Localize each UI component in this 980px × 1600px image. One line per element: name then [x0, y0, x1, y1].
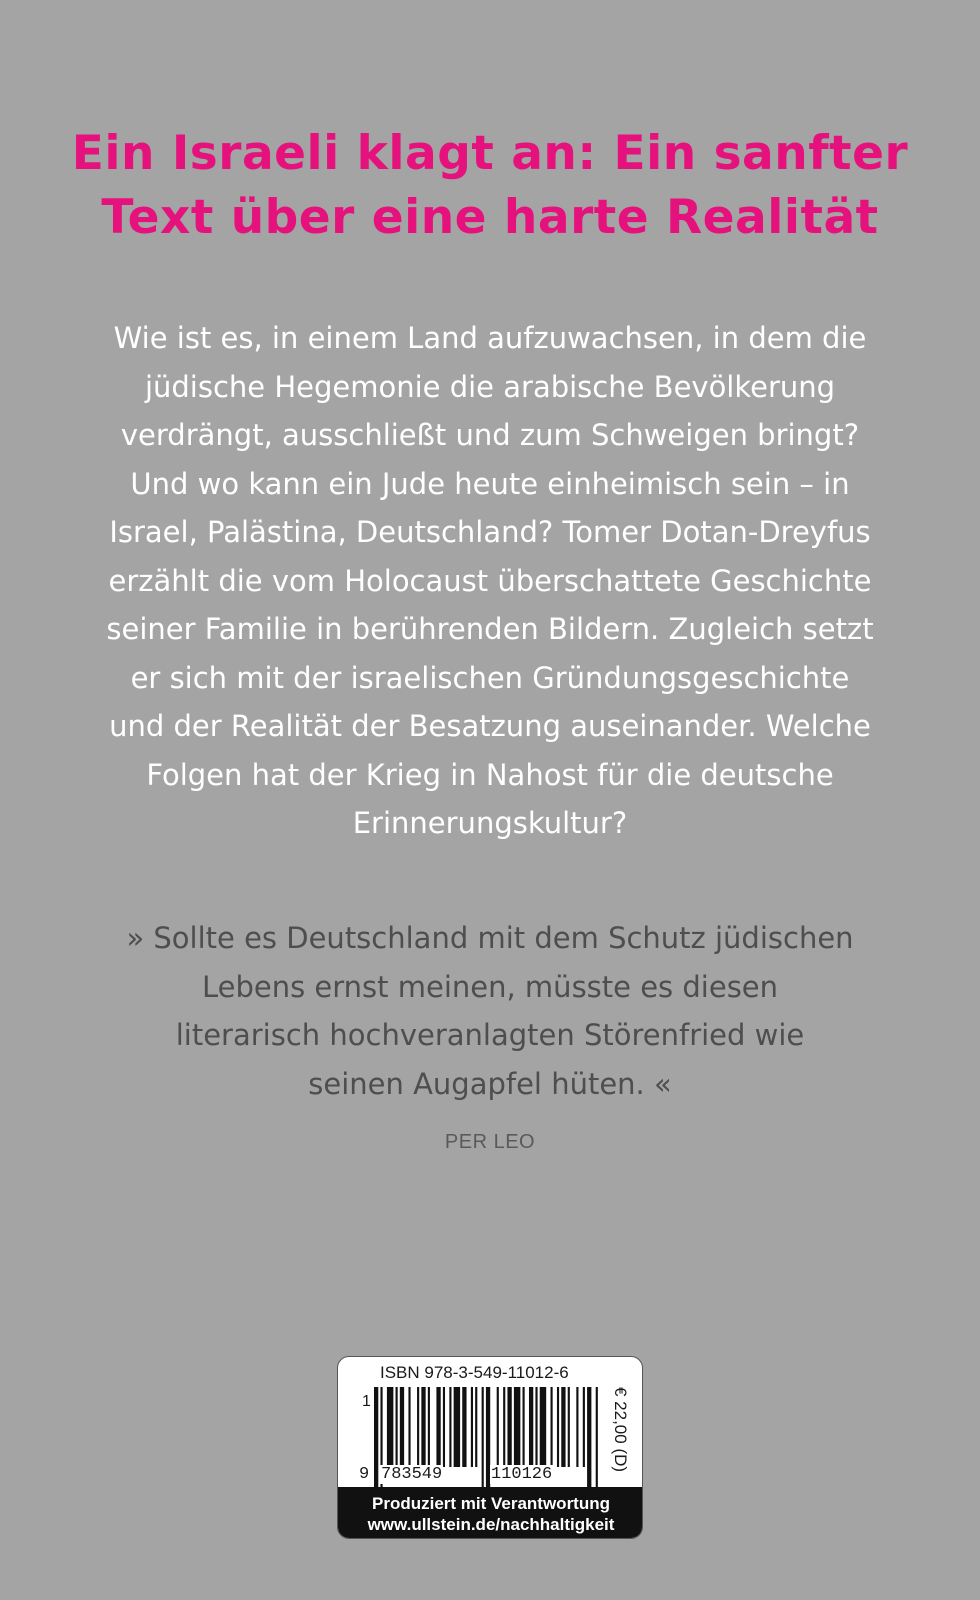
barcode-panel: [337, 1356, 643, 1539]
barcode-bar: [529, 1387, 533, 1467]
barcode-bar: [576, 1387, 578, 1467]
blurb-text: [60, 314, 920, 848]
blurb-line: erzählt die vom Holocaust überschattete Geschichte: [108, 563, 872, 598]
price-label: € 22,00 (D): [611, 1387, 630, 1473]
blurb-line: Israel, Palästina, Deutschland? Tomer Dotan-Dreyfus: [109, 515, 871, 549]
headline: [60, 122, 920, 250]
barcode-bar: [436, 1387, 440, 1467]
quote-line: Lebens ernst meinen, müsste es diesen: [201, 969, 779, 1004]
review-quote: [60, 914, 920, 1108]
barcode-bar: [535, 1387, 537, 1467]
barcode-bar: [421, 1387, 425, 1467]
barcode-bar: [408, 1387, 410, 1467]
barcode-bar: [454, 1387, 460, 1467]
barcode-bar: [561, 1387, 565, 1467]
barcode-bar: [462, 1387, 466, 1467]
barcode-bar: [557, 1387, 559, 1467]
barcode-lead-digit: 1: [362, 1393, 371, 1410]
sustainability-link[interactable]: www.ullstein.de/nachhaltigkeit: [367, 1515, 615, 1534]
barcode-bar: [428, 1387, 430, 1467]
blurb-line: seiner Familie in berührenden Bildern. Zugleich setzt: [106, 612, 874, 646]
headline-line: Text über eine harte Realität: [101, 190, 879, 245]
barcode-bar: [475, 1387, 477, 1467]
blurb-line: er sich mit der israelischen Gründungsgeschichte: [130, 660, 850, 695]
barcode-bar: [523, 1387, 525, 1467]
blurb-line: und der Realität der Besatzung auseinander. Welche: [109, 709, 871, 743]
barcode-bar: [503, 1387, 505, 1467]
barcode-bar: [568, 1387, 570, 1467]
sustainability-title: Produziert mit Verantwortung: [371, 1494, 611, 1513]
blurb-line: Wie ist es, in einem Land aufzuwachsen, in dem die: [113, 321, 867, 355]
barcode-digit-group: 110126: [491, 1465, 553, 1484]
barcode-bar: [551, 1387, 553, 1467]
blurb-line: Und wo kann ein Jude heute einheimisch sein – in: [130, 466, 850, 501]
sustainability-banner: [338, 1487, 643, 1539]
blurb-line: Folgen hat der Krieg in Nahost für die deutsche: [146, 757, 834, 792]
barcode-digit-group: 9: [359, 1465, 370, 1484]
barcode-bar: [396, 1387, 398, 1467]
blurb-line: verdrängt, ausschließt und zum Schweigen bringt?: [120, 418, 860, 452]
quote-line: » Sollte es Deutschland mit dem Schutz jüdischen: [126, 921, 854, 955]
barcode-bar: [417, 1387, 419, 1467]
barcode-bar: [449, 1387, 451, 1467]
barcode-digits: [358, 1465, 608, 1489]
blurb-line: jüdische Hegemonie die arabische Bevölkerung: [144, 369, 836, 404]
barcode-bar: [471, 1387, 473, 1467]
barcode-bar: [514, 1387, 520, 1467]
headline-line: Ein Israeli klagt an: Ein sanfter: [71, 126, 909, 181]
blurb-line: Erinnerungskultur?: [352, 806, 628, 840]
quote-attribution: PER LEO: [444, 1131, 536, 1153]
barcode-bar: [507, 1387, 511, 1467]
barcode-bar: [400, 1387, 404, 1467]
isbn-number: ISBN 978-3-549-11012-6: [380, 1363, 569, 1382]
quote-line: seinen Augapfel hüten. «: [308, 1066, 672, 1101]
barcode-bar: [583, 1387, 585, 1467]
barcode-bar: [540, 1387, 546, 1467]
barcode-bar: [443, 1387, 445, 1467]
barcode-digit-group: 783549: [381, 1465, 443, 1484]
barcode-bar: [387, 1387, 393, 1467]
barcode-bar: [497, 1387, 499, 1467]
quote-line: literarisch hochveranlagten Störenfried wie: [175, 1018, 805, 1052]
